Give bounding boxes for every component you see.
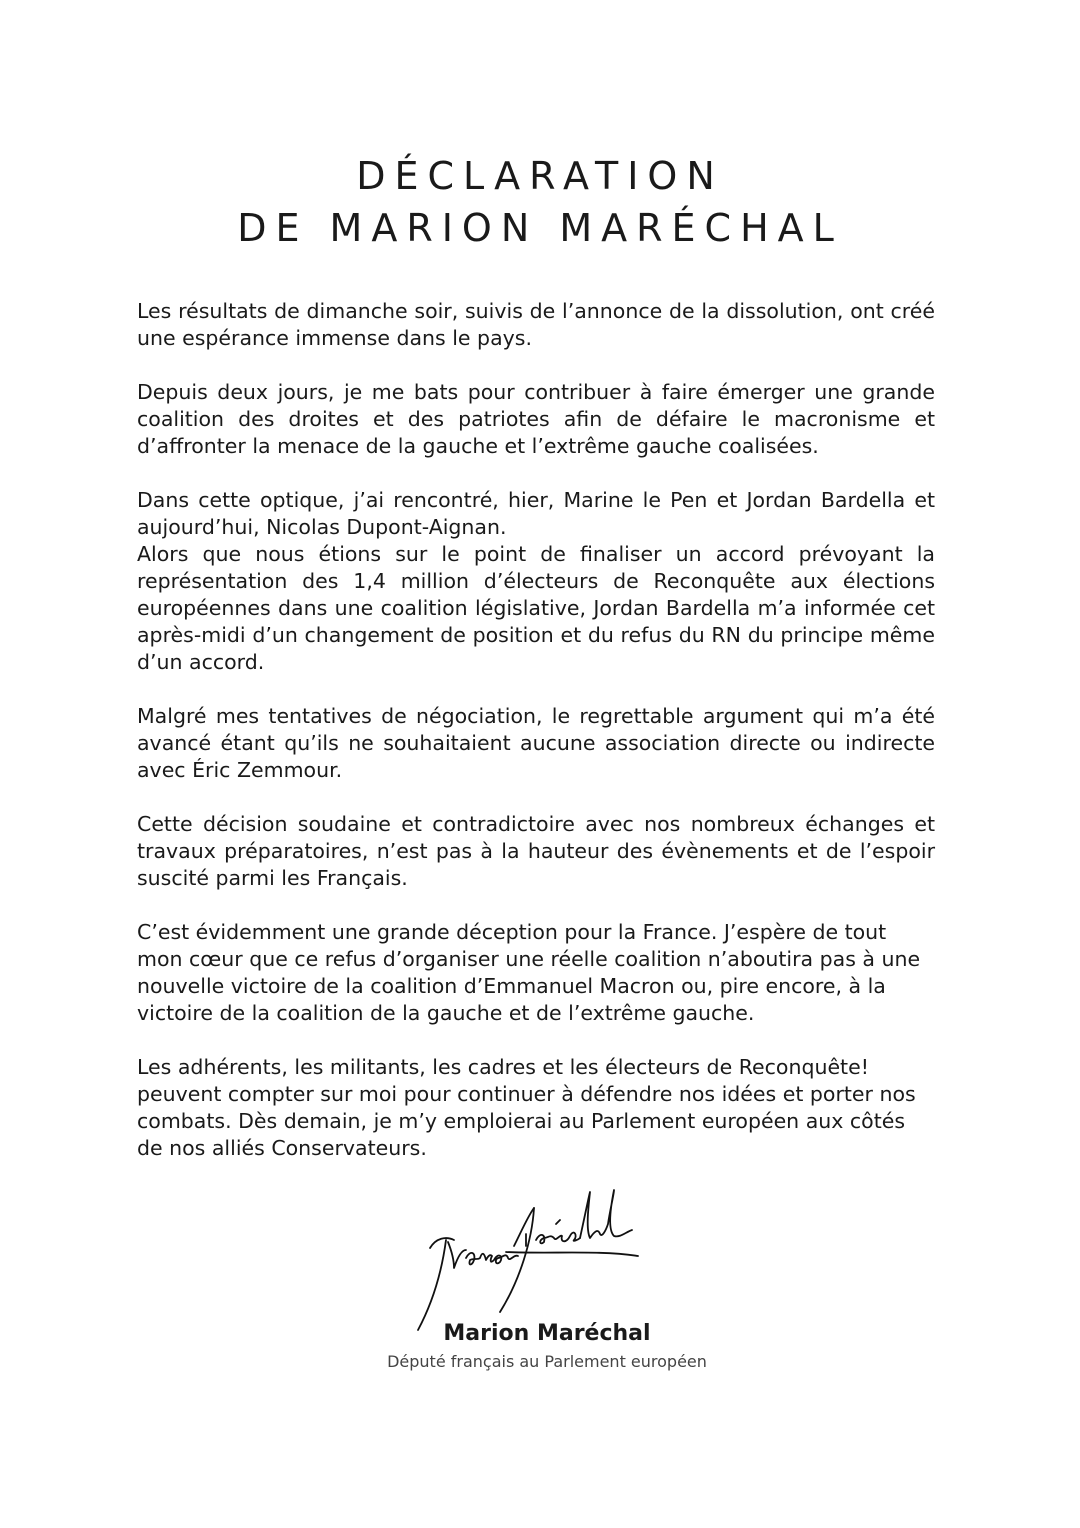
paragraph-1: Les résultats de dimanche soir, suivis de l’annonce de la dissolution, ont créé une espérance immense dans le pays. xyxy=(137,299,935,350)
declaration-body xyxy=(137,298,935,1189)
signatory-name: Marion Maréchal xyxy=(443,1321,651,1346)
paragraph-4: Malgré mes tentatives de négociation, le regrettable argument qui m’a été avancé étant qu’ils ne souhaitaient aucune association directe ou indirecte avec Éric Zemmour. xyxy=(137,704,935,782)
handwritten-signature xyxy=(410,1180,650,1340)
paragraph-3: Dans cette optique, j’ai rencontré, hier, Marine le Pen et Jordan Bardella et aujourd’hui, Nicolas Dupont-Aignan. Alors que nous étions sur le point de finaliser un accord prévoyant la représentation des 1,4 million d’électeurs de Reconquête aux élections européennes dans une coalition législative, Jordan Bardella m’a informée cet après-midi d’un changement de position et du refus du RN du principe même d’un accord. xyxy=(137,488,935,674)
signatory-role: Député français au Parlement européen xyxy=(387,1352,707,1371)
paragraph-2: Depuis deux jours, je me bats pour contribuer à faire émerger une grande coalition des droites et des patriotes afin de défaire le macronisme et d’affronter la menace de la gauche et l’extrême gauche coalisées. xyxy=(137,380,935,458)
paragraph-7: Les adhérents, les militants, les cadres et les électeurs de Reconquête! peuvent compter sur moi pour continuer à défendre nos idées et porter nos combats. Dès demain, je m’y emploierai au Parlement européen aux côtés de nos alliés Conservateurs. xyxy=(137,1055,916,1160)
title-line-2: DE MARION MARÉCHAL xyxy=(237,206,843,250)
paragraph-6: C’est évidemment une grande déception pour la France. J’espère de tout mon cœur que ce refus d’organiser une réelle coalition n’aboutira pas à une nouvelle victoire de la coalition d’Emmanuel Macron ou, pire encore, à la victoire de la coalition de la gauche et de l’extrême gauche. xyxy=(137,920,921,1025)
paragraph-5: Cette décision soudaine et contradictoire avec nos nombreux échanges et travaux préparatoires, n’est pas à la hauteur des évènements et de l’espoir suscité parmi les Français. xyxy=(137,812,935,890)
title-line-1: DÉCLARATION xyxy=(356,154,724,198)
